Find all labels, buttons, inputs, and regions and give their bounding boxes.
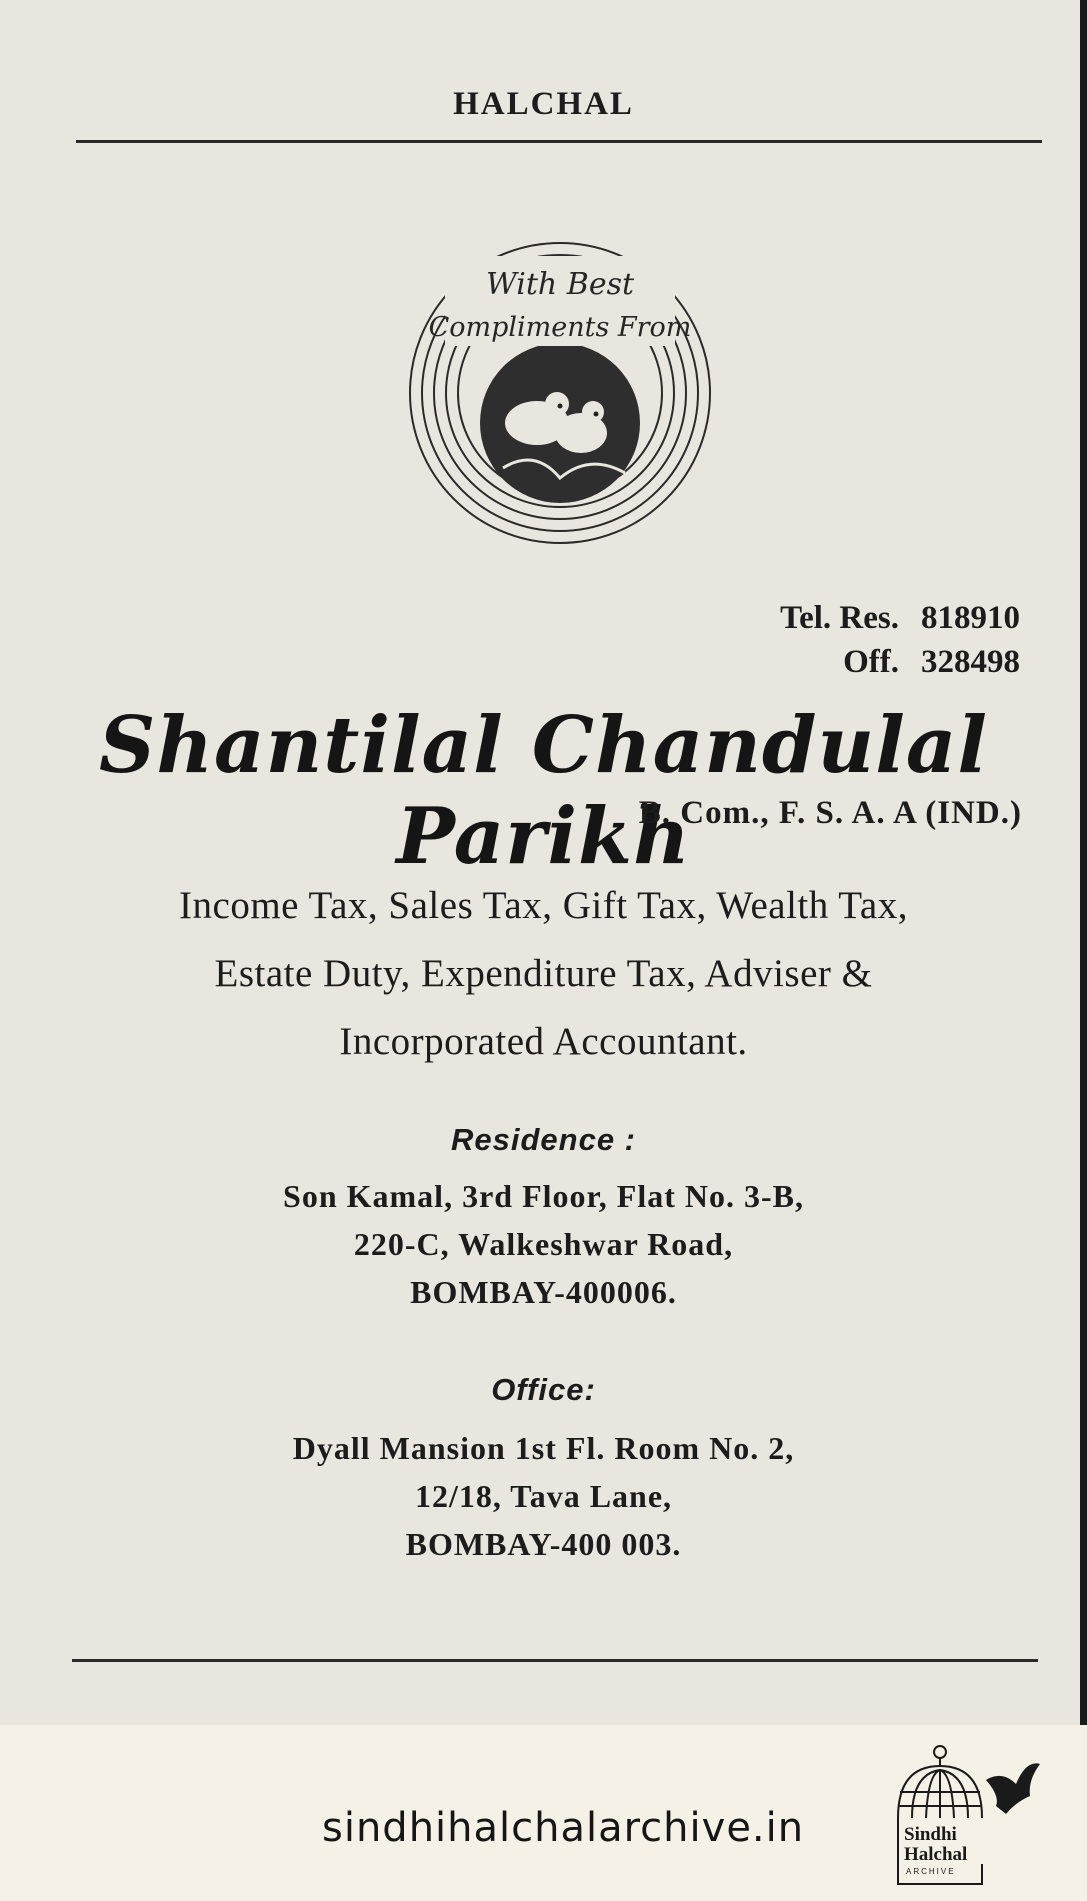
- person-name: Shantilal Chandulal Parikh: [99, 700, 988, 882]
- services-list: [0, 872, 1087, 1076]
- office-address: [0, 1424, 1087, 1568]
- page-header-title: HALCHAL: [453, 86, 634, 122]
- logo-text-line3: ARCHIVE: [906, 1867, 956, 1876]
- flying-bird-icon: [986, 1763, 1040, 1814]
- address-line: BOMBAY-400 003.: [405, 1526, 682, 1562]
- doves-emblem: [385, 228, 735, 546]
- address-line: Son Kamal, 3rd Floor, Flat No. 3-B,: [283, 1178, 804, 1214]
- logo-text-line1: Sindhi: [904, 1824, 957, 1845]
- address-line: 220-C, Walkeshwar Road,: [353, 1226, 734, 1262]
- address-line: BOMBAY-400006.: [410, 1274, 677, 1310]
- office-heading: Office:: [491, 1372, 596, 1407]
- emblem-line2: Compliments From: [428, 312, 692, 343]
- telephone-block: [780, 596, 1020, 684]
- services-line: Incorporated Accountant.: [339, 1020, 748, 1063]
- services-line: Estate Duty, Expenditure Tax, Adviser &: [214, 952, 873, 995]
- address-line: Dyall Mansion 1st Fl. Room No. 2,: [292, 1430, 795, 1466]
- qualifications: B. Com., F. S. A. A (IND.): [638, 795, 1022, 831]
- logo-text-line2: Halchal: [904, 1844, 968, 1865]
- footer-rule: [72, 1659, 1038, 1662]
- page-edge: [1080, 0, 1087, 1725]
- emblem-line1: With Best: [485, 267, 635, 302]
- birdcage-logo-icon: [890, 1740, 1045, 1890]
- tel-row-off: Off. 328498: [843, 644, 1020, 680]
- residence-address: [0, 1172, 1087, 1316]
- tel-row-res: Tel. Res. 818910: [780, 600, 1020, 636]
- website-link[interactable]: sindhihalchalarchive.in: [322, 1805, 805, 1851]
- address-line: 12/18, Tava Lane,: [414, 1478, 673, 1514]
- services-line: Income Tax, Sales Tax, Gift Tax, Wealth Tax,: [179, 884, 908, 927]
- header-rule: [76, 140, 1042, 143]
- residence-heading: Residence :: [450, 1122, 636, 1157]
